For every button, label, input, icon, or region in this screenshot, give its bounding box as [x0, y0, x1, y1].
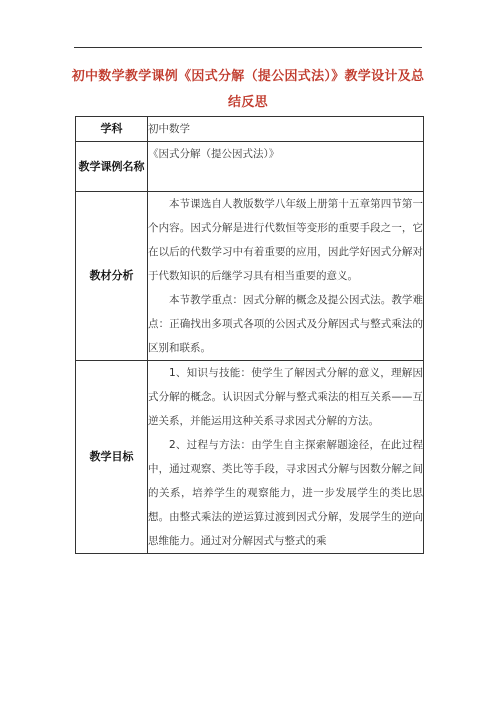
material-analysis-cell	[148, 192, 424, 361]
table-row-subject	[76, 117, 424, 142]
objectives-cell	[148, 361, 424, 554]
lesson-name-value: 《因式分解（提公因式法）》	[148, 142, 424, 192]
subject-value: 初中数学	[148, 117, 424, 142]
objectives-paragraph-1: 1、知识与技能：使学生了解因式分解的意义，理解因式分解的概念。认识因式分解与整式乘法的相互关系——互逆关系，并能运用这种关系寻求因式分解的方法。	[148, 367, 423, 427]
material-analysis-paragraph-1: 本节课选自人教版数学八年级上册第十五章第四节第一个内容。因式分解是进行代数恒等变形的重要手段之一，它在以后的代数学习中有着重要的应用，因此学好因式分解对于代数知识的后继学习具有相当重要的意义。	[148, 198, 423, 282]
lesson-name-label: 教学课例名称	[76, 142, 148, 192]
document-title: 初中数学教学课例《因式分解（提公因式法）》教学设计及总结反思	[71, 69, 425, 110]
header-rule	[74, 47, 422, 48]
lesson-plan-table	[75, 116, 424, 554]
table-row-objectives	[76, 361, 424, 554]
table-row-lesson-name	[76, 142, 424, 192]
table-row-material-analysis	[76, 192, 424, 361]
objectives-paragraph-2: 2、过程与方法：由学生自主探索解题途径，在此过程中，通过观察、类比等手段，寻求因式分解与因数分解之间的关系，培养学生的观察能力，进一步发展学生的类比思想。由整式乘法的逆运算过渡到因式分解，发展学生的逆向思维能力。通过对分解因式与整式的乘	[148, 439, 423, 547]
subject-label: 学科	[76, 117, 148, 142]
material-analysis-paragraph-2: 本节教学重点：因式分解的概念及提公因式法。教学难点：正确找出多项式各项的公因式及分解因式与整式乘法的区别和联系。	[148, 294, 423, 354]
objectives-label: 教学目标	[76, 361, 148, 554]
material-analysis-label: 教材分析	[76, 192, 148, 361]
